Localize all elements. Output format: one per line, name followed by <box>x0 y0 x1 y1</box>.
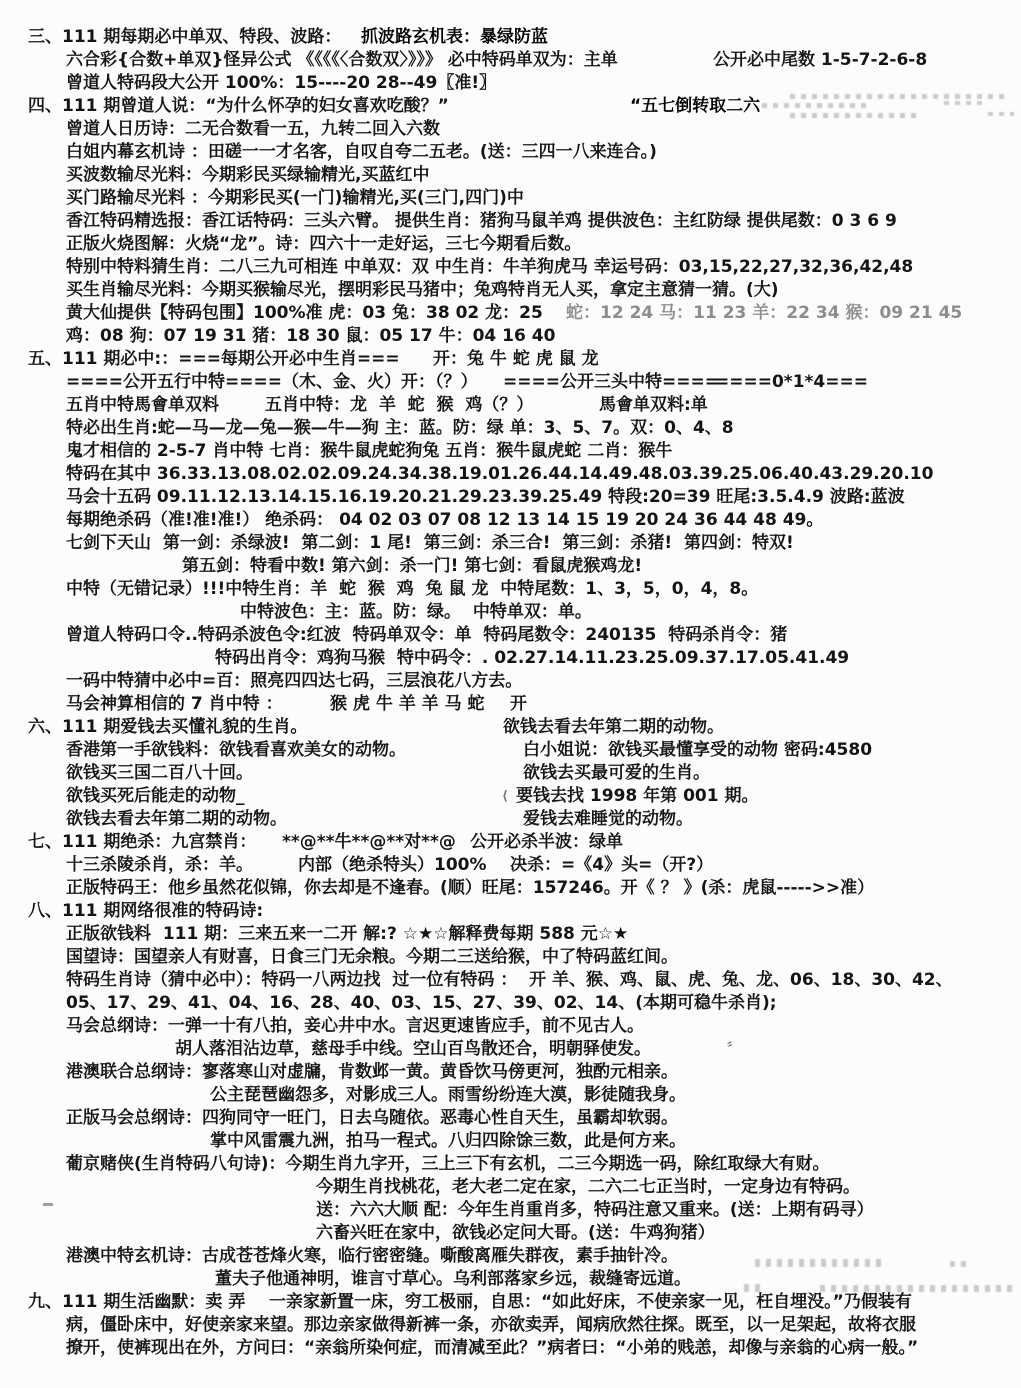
text-segment: 正版欲钱料 111 期：三来五来一二开 解:? ☆★☆解释费每期 588 元☆★ <box>66 924 629 944</box>
smudge-mark <box>43 1203 53 1206</box>
text-segment: 九、111 期生活幽默：卖 弄 一亲家新置一床，穷工极丽，自思：“如此好床，不使亲家一见，枉自埋没。”乃假装有 <box>28 1292 912 1312</box>
text-line <box>0 578 1021 601</box>
text-line <box>0 1038 1021 1061</box>
text-line <box>0 164 1021 187</box>
text-line <box>0 647 1021 670</box>
text-segment: 猴 虎 牛 羊 羊 马 蛇 <box>330 694 485 714</box>
text-segment: 爱钱去难睡觉的动物。 <box>523 809 693 829</box>
text-line <box>0 1015 1021 1038</box>
text-line <box>0 992 1021 1015</box>
text-line <box>0 371 1021 394</box>
text-segment: 今期生肖找桃花，老大老二定在家，二六二七正当时，一定身边有特码。 <box>316 1177 860 1197</box>
text-segment: 买生肖输尽光料：今期买猴输尽光，摆明彩民马猪中；兔鸡特肖无人买，拿定主意猜一猜。(大) <box>66 280 779 300</box>
text-line <box>0 509 1021 532</box>
text-segment: 特别中特料猜生肖：二八三九可相连 中单双：双 中生肖：牛羊狗虎马 幸运号码：03,15,22,27,32,36,42,48 <box>66 257 914 277</box>
text-segment: 白姐内幕玄机诗 ：田磋一一才名客，自叹自夸二五老。(送：三四一八来连合。) <box>66 142 657 162</box>
text-segment: 十三杀陵杀肖，杀：羊。 <box>66 855 253 875</box>
text-segment: ====0*1*4=== <box>715 372 868 392</box>
text-line <box>0 394 1021 417</box>
text-line <box>0 1222 1021 1245</box>
text-line <box>0 49 1021 72</box>
text-line <box>0 1199 1021 1222</box>
smudge-mark <box>790 94 1008 99</box>
text-line <box>0 325 1021 348</box>
text-segment: 香港第一手欲钱料：欲钱看喜欢美女的动物。 <box>66 740 406 760</box>
text-segment: 中特（无错记录）!!!中特生肖：羊 蛇 猴 鸡 兔 鼠 龙 中特尾数：1、3，5，0，4，8。 <box>66 579 759 599</box>
text-segment: 马会十五码 09.11.12.13.14.15.16.19.20.21.29.23.39.25.49 特段:20=39 旺尾:3.5.4.9 波路:蓝波 <box>66 487 905 507</box>
text-line <box>0 785 1021 808</box>
text-line <box>0 256 1021 279</box>
smudge-mark <box>755 1259 887 1267</box>
text-segment: 七、111 期绝杀：九宫禁肖： <box>28 832 257 852</box>
text-line <box>0 624 1021 647</box>
text-line <box>0 187 1021 210</box>
text-line <box>0 233 1021 256</box>
text-segment: 港澳联合总纲诗：寥落寒山对虚牖，肯数邺一黄。黄昏饮马傍更河，独酌元相亲。 <box>66 1062 678 1082</box>
text-segment: **@**牛**@**对**@ <box>282 832 456 852</box>
text-line <box>0 1337 1021 1360</box>
text-segment: 买门路输尽光料 ：今期彩民买(一门)输精光,买(三门,四门)中 <box>66 188 524 208</box>
text-line <box>0 26 1021 49</box>
text-segment: 病，僵卧床中，好使亲家来望。那边亲家做得新裤一条，亦欲卖弄，闻病欣然往探。既至，以一足架起，故将衣服 <box>66 1315 916 1335</box>
text-line <box>0 210 1021 233</box>
text-segment: 正版马会总纲诗：四狗同守一旺门，日去乌随依。恶毒心性自天生，虽霸却软弱。 <box>66 1108 678 1128</box>
text-segment: 05、17、29、41、04、16、28、40、03、15、27、39、02、14、(本期可稳牛杀肖); <box>66 993 777 1013</box>
text-segment: 曾道人特码口令..特码杀波色令:红波 特码单双令：单 特码尾数令：240135 特码杀肖令：猪 <box>66 625 788 645</box>
text-segment: 公开必中尾数 1-5-7-2-6-8 <box>713 50 928 70</box>
text-segment: 中特波色：主：蓝。防：绿。 中特单双：单。 <box>240 602 592 622</box>
text-segment: 葡京赌侠(生肖特码八句诗)：今期生肖九字开，三上三下有玄机，二三今期选一码，除红取绿大有财。 <box>66 1154 830 1174</box>
text-segment: 送：六六大顺 配：今年生肖重肖多，特码注意又重来。(送：上期有码寻） <box>316 1200 874 1220</box>
text-segment: 特码生肖诗（猜中必中）：特码一八两边找 过一位有特码 ： 开 羊、猴、鸡、鼠、虎、兔、龙、06、18、30、42、 <box>66 970 953 990</box>
text-segment: 正版特码王：他乡虽然花似锦，你去却是不逢春。(顺）旺尾：157246。开《 ？ 》(杀：虎鼠----->>准） <box>66 878 875 898</box>
text-segment: 抓波路玄机表：暴绿防蓝 <box>361 27 548 47</box>
text-line <box>0 1130 1021 1153</box>
text-segment: 撩开，使裤现出在外，方问曰：“亲翁所染何症，而清减至此？”病者曰：“小弟的贱恙，却像与亲翁的心病一般。” <box>66 1338 919 1358</box>
text-segment: 董夫子他通神明，谁言寸草心。乌利部落家乡远，裁缝寄远道。 <box>215 1269 691 1289</box>
text-line <box>0 302 1021 325</box>
text-segment: 欲钱去看去年第二期的动物。 <box>503 717 724 737</box>
text-line <box>0 1084 1021 1107</box>
text-line <box>0 946 1021 969</box>
text-line <box>0 693 1021 716</box>
text-line <box>0 555 1021 578</box>
text-segment: 五肖中特馬會单双料 <box>66 395 219 415</box>
text-segment: 欲钱去买最可爱的生肖。 <box>523 763 710 783</box>
text-segment: 开 <box>510 694 527 714</box>
text-segment: 欲钱买三国二百八十回。 <box>66 763 253 783</box>
text-segment: 曾道人特码段大公开 100%：15----20 28--49〖准!〗 <box>66 73 497 93</box>
text-segment: 鸡：08 狗：07 19 31 猪：18 30 鼠：05 17 牛：04 16 40 <box>66 326 556 346</box>
text-segment: 蛇：12 24 马：11 23 羊：22 34 猴：09 21 45 <box>566 303 963 323</box>
text-segment: 国望诗：国望亲人有财喜，日食三门无余粮。今期二三送给猴，中了特码蓝红间。 <box>66 947 678 967</box>
text-segment: 六、111 期爱钱去买懂礼貌的生肖。 <box>28 717 308 737</box>
text-line <box>0 1176 1021 1199</box>
text-line <box>0 279 1021 302</box>
text-line <box>0 670 1021 693</box>
smudge-mark <box>950 1261 966 1267</box>
text-line <box>0 716 1021 739</box>
smudge-mark <box>944 101 986 105</box>
text-line <box>0 739 1021 762</box>
text-line <box>0 1107 1021 1130</box>
text-segment: “五七倒转取二六 <box>630 96 761 116</box>
text-segment: 欲钱买死后能走的动物_ <box>66 786 245 806</box>
text-segment: ====公开五行中特====（木、金、火）开：（？） <box>66 372 478 392</box>
text-segment: 特必出生肖:蛇—马—龙—兔—猴—牛—狗 主：蓝。防：绿 单：3、5、7。双：0、4、8 <box>66 418 734 438</box>
text-line <box>0 532 1021 555</box>
text-segment: 特码在其中 36.33.13.08.02.02.09.24.34.38.19.01.26.44.14.49.48.03.39.25.06.40.43.29.20.10 <box>66 464 934 484</box>
text-line <box>0 440 1021 463</box>
text-segment: 公主琵琶幽怨多，对影成三人。雨雪纷纷连大漠，影徒随我身。 <box>210 1085 686 1105</box>
text-line <box>0 463 1021 486</box>
text-segment: 五肖中特：龙 羊 蛇 猴 鸡（？） <box>265 395 534 415</box>
text-segment: 三、111 期每期必中单双、特段、波路： <box>28 27 342 47</box>
text-segment: 决杀：=《4》头=（开?） <box>510 855 714 875</box>
text-line <box>0 141 1021 164</box>
text-segment: 欲钱去看去年第二期的动物。 <box>66 809 287 829</box>
text-segment: 开：兔 牛 蛇 虎 鼠 龙 <box>433 349 599 369</box>
text-segment: 内部（绝杀特头）100% <box>298 855 487 875</box>
text-segment: 胡人落泪沾边草，慈母手中线。空山百鸟散还合，明朝驿使发。 <box>175 1039 651 1059</box>
text-segment: ⟨ <box>502 789 508 804</box>
text-segment: 六合彩{合数+单双}怪异公式 《《《《〈合数双〉》》》 必中特码单双为：主单 <box>66 50 618 70</box>
text-segment: 四、111 期曾道人说：“为什么怀孕的妇女喜欢吃酸？” <box>28 96 449 116</box>
text-segment: 馬會单双料:单 <box>599 395 708 415</box>
smudge-mark <box>744 1284 762 1292</box>
text-line <box>0 1153 1021 1176</box>
text-segment: 第五剑：特看中数! 第六剑：杀一门! 第七剑：看鼠虎猴鸡龙! <box>182 556 643 576</box>
smudge-mark <box>762 103 868 108</box>
text-line <box>0 877 1021 900</box>
text-line <box>0 969 1021 992</box>
text-segment: 马会神算相信的 7 肖中特 ： <box>66 694 283 714</box>
text-line <box>0 118 1021 141</box>
text-segment: 正版火烧图解：火烧“龙”。诗：四六十一走好运，三七今期看后数。 <box>66 234 582 254</box>
text-segment: 黄大仙提供【特码包围】100%准 虎：03 兔：38 02 龙：25 <box>66 303 543 323</box>
text-segment: 要钱去找 1998 年第 001 期。 <box>516 786 759 806</box>
text-line <box>0 601 1021 624</box>
text-line <box>0 486 1021 509</box>
text-segment: 公开必杀半波：绿单 <box>470 832 623 852</box>
text-line <box>0 417 1021 440</box>
text-line <box>0 831 1021 854</box>
text-line <box>0 900 1021 923</box>
text-segment: ====公开三头中特==== <box>503 372 719 392</box>
text-segment: 港澳中特玄机诗：古成苍苍烽火寒，临行密密缝。嘶酸离雁失群夜，素手抽针冷。 <box>66 1246 678 1266</box>
text-segment: 马会总纲诗：一弹一十有八拍，妾心井中水。言迟更速皆应手，前不见古人。 <box>66 1016 644 1036</box>
text-segment: 七剑下天山 第一剑：杀绿波! 第二剑：1 尾! 第三剑：杀三合! 第三剑：杀猪! 第四剑：特双! <box>66 533 794 553</box>
text-segment: 〞 <box>727 1042 741 1057</box>
text-segment: 特码出肖令：鸡狗马猴 特中码令：. 02.27.14.11.23.25.09.37.17.05.41.49 <box>215 648 850 668</box>
text-segment: 一码中特猜中必中=百：照亮四四达七码，三层浪花八方去。 <box>66 671 523 691</box>
text-line <box>0 348 1021 371</box>
text-segment: 每期绝杀码（准!准!准!） 绝杀码： 04 02 03 07 08 12 13 14 15 19 20 24 36 44 48 49。 <box>66 510 824 530</box>
text-segment: 曾道人日历诗：二无合数看一五，九转二回入六数 <box>66 119 440 139</box>
text-segment: 白小姐说：欲钱买最懂享受的动物 密码:4580 <box>523 740 873 760</box>
text-segment: 买波数输尽光料：今期彩民买绿输精光,买蓝红中 <box>66 165 430 185</box>
text-segment: 掌中风雷震九洲，拍马一程式。八归四除馀三数，此是何方来。 <box>210 1131 686 1151</box>
text-line <box>0 923 1021 946</box>
text-segment: 五、111 期必中:：===每期公开必中生肖=== <box>28 349 400 369</box>
smudge-mark <box>988 112 1014 116</box>
text-segment: 鬼才相信的 2-5-7 肖中特 七肖：猴牛鼠虎蛇狗兔 五肖：猴牛鼠虎蛇 二肖：猴牛 <box>66 441 673 461</box>
text-line <box>0 1061 1021 1084</box>
text-line <box>0 1291 1021 1314</box>
text-segment: 六畜兴旺在家中，欲钱必定问大哥。(送：牛鸡狗猪） <box>316 1223 715 1243</box>
text-line <box>0 1314 1021 1337</box>
text-line <box>0 72 1021 95</box>
text-segment: 八、111 期网络很准的特码诗: <box>28 901 264 921</box>
text-line <box>0 762 1021 785</box>
text-segment: 香江特码精选报：香江话特码：三头六臂。 提供生肖：猪狗马鼠羊鸡 提供波色：主红防绿 提供尾数：0 3 6 9 <box>66 211 897 231</box>
smudge-mark <box>820 1285 1012 1292</box>
text-line <box>0 854 1021 877</box>
text-line <box>0 808 1021 831</box>
smudge-mark <box>790 113 920 118</box>
